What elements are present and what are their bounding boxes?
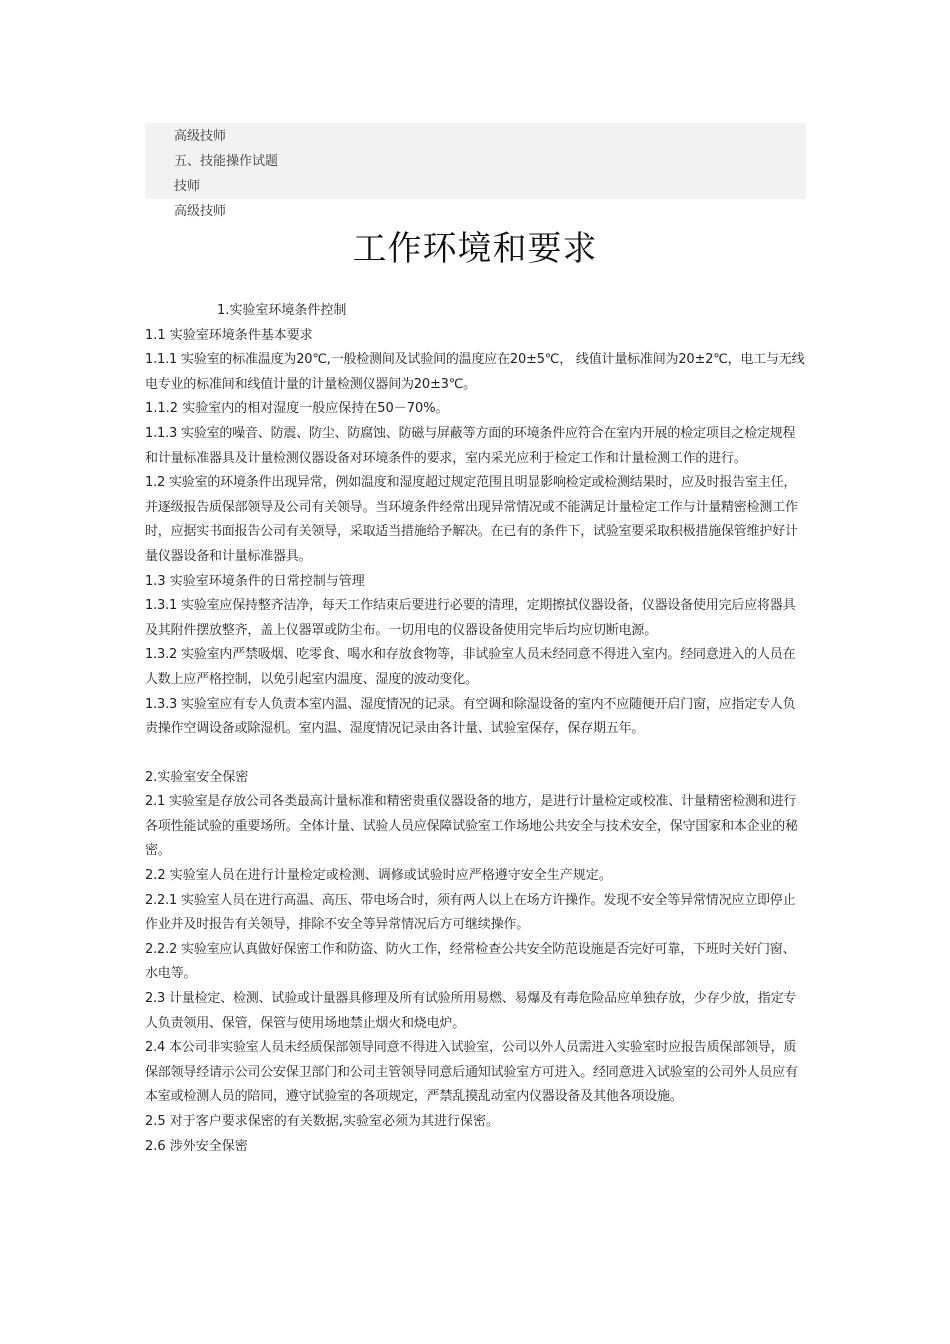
paragraph-1-3-2: 1.3.2 实验室内严禁吸烟、吃零食、喝水和存放食物等，非试验室人员未经同意不得进入室内。经同意进入的人员在人数上应严格控制，以免引起室内温度、湿度的波动变化。: [145, 647, 796, 687]
paragraph-1-1-2: 1.1.2 实验室内的相对湿度一般应保持在50－70%。: [145, 401, 449, 417]
paragraph-1-3-3: 1.3.3 实验室应有专人负责本室内温、湿度情况的记录。有空调和除湿设备的室内不应随便开启门窗，应指定专人负责操作空调设备或除湿机。室内温、湿度情况记录由各计量、试验室保存，保存期五年。: [145, 696, 796, 737]
section-heading-lab-security: 2.实验室安全保密: [145, 769, 249, 785]
paragraph-1-1-3: 1.1.3 实验室的噪音、防震、防尘、防腐蚀、防磁与屏蔽等方面的环境条件应符合在室内开展的检定项目之检定规程和计量标准器具及计量检测仪器设备对环境条件的要求，室内采光应利于检定工作和计量检测工作的进行。: [145, 425, 796, 466]
paragraph-1-2: 1.2 实验室的环境条件出现异常，例如温度和湿度超过规定范围且明显影响检定或检测结果时，应及时报告室主任，并逐级报告质保部领导及公司有关领导。当环境条件经常出现异常情况或不能满足计量检定工作与计量精密检测工作时，应据实书面报告公司有关领导，采取适当措施给予解决。在已有的条件下，试验室要采取积极措施保管维护好计量仪器设备和计量标准器具。: [145, 475, 798, 564]
paragraph-2-2: 2.2 实验室人员在进行计量检定或检测、调修或试验时应严格遵守安全生产规定。: [145, 868, 612, 884]
paragraph-2-2-2: 2.2.2 实验室应认真做好保密工作和防盗、防火工作，经常检查公共安全防范设施是否完好可靠，下班时关好门窗、水电等。: [145, 941, 796, 982]
paragraph-2-5: 2.5 对于客户要求保密的有关数据,实验室必须为其进行保密。: [145, 1114, 499, 1129]
paragraph-2-6: 2.6 涉外安全保密: [145, 1138, 248, 1154]
paragraph-2-1: 2.1 实验室是存放公司各类最高计量标准和精密贵重仪器设备的地方，是进行计量检定或校准、计量精密检测和进行各项性能试验的重要场所。全体计量、试验人员应保障试验室工作场地公共安全与技术安全，保守国家和本企业的秘密。: [145, 794, 798, 859]
paragraph-2-4: 2.4 本公司非实验室人员未经质保部领导同意不得进入试验室，公司以外人员需进入实验室时应报告质保部领导，质保部领导经请示公司公安保卫部门和公司主管领导同意后通知试验室方可进入。经同意进入试验室的公司外人员应有本室或检测人员的陪同，遵守试验室的各项规定，严禁乱摸乱动室内仪器设备及其他各项设施。: [145, 1040, 798, 1105]
document-title: 工作环境和要求: [352, 229, 598, 269]
paragraph-1-3-1: 1.3.1 实验室应保持整齐洁净，每天工作结束后要进行必要的清理，定期擦拭仪器设备，仪器设备使用完后应将器具及其附件摆放整齐，盖上仪器罩或防尘布。一切用电的仪器设备使用完毕后均应切断电源。: [145, 598, 796, 638]
nav-item-senior-technician-2[interactable]: 高级技师: [174, 204, 227, 219]
nav-item-senior-technician[interactable]: 高级技师: [174, 129, 227, 144]
document-content: [145, 299, 807, 1159]
section-spacer: [145, 742, 807, 766]
paragraph-1-1-1: 1.1.1 实验室的标准温度为20℃,一般检测间及试验间的温度应在20±5℃， 线值计量标准间为20±2℃，电工与无线电专业的标准间和线值计量的计量检测仪器间为20±3℃。: [145, 352, 805, 392]
paragraph-1-1: 1.1 实验室环境条件基本要求: [145, 327, 313, 343]
paragraph-2-3: 2.3 计量检定、检测、试验或计量器具修理及所有试验所用易燃、易爆及有毒危险品应单独存放，少存少放，指定专人负责领用、保管，保管与使用场地禁止烟火和烧电炉。: [145, 991, 797, 1031]
section-heading-lab-environment: 1.实验室环境条件控制: [217, 303, 347, 318]
nav-item-technician[interactable]: 技师: [174, 179, 201, 194]
paragraph-1-3: 1.3 实验室环境条件的日常控制与管理: [145, 573, 365, 589]
nav-item-skill-exam[interactable]: 五、技能操作试题: [174, 154, 279, 169]
paragraph-2-2-1: 2.2.1 实验室人员在进行高温、高压、带电场合时，须有两人以上在场方许操作。发现不安全等异常情况应立即停止作业并及时报告有关领导，排除不安全等异常情况后方可继续操作。: [145, 892, 796, 933]
